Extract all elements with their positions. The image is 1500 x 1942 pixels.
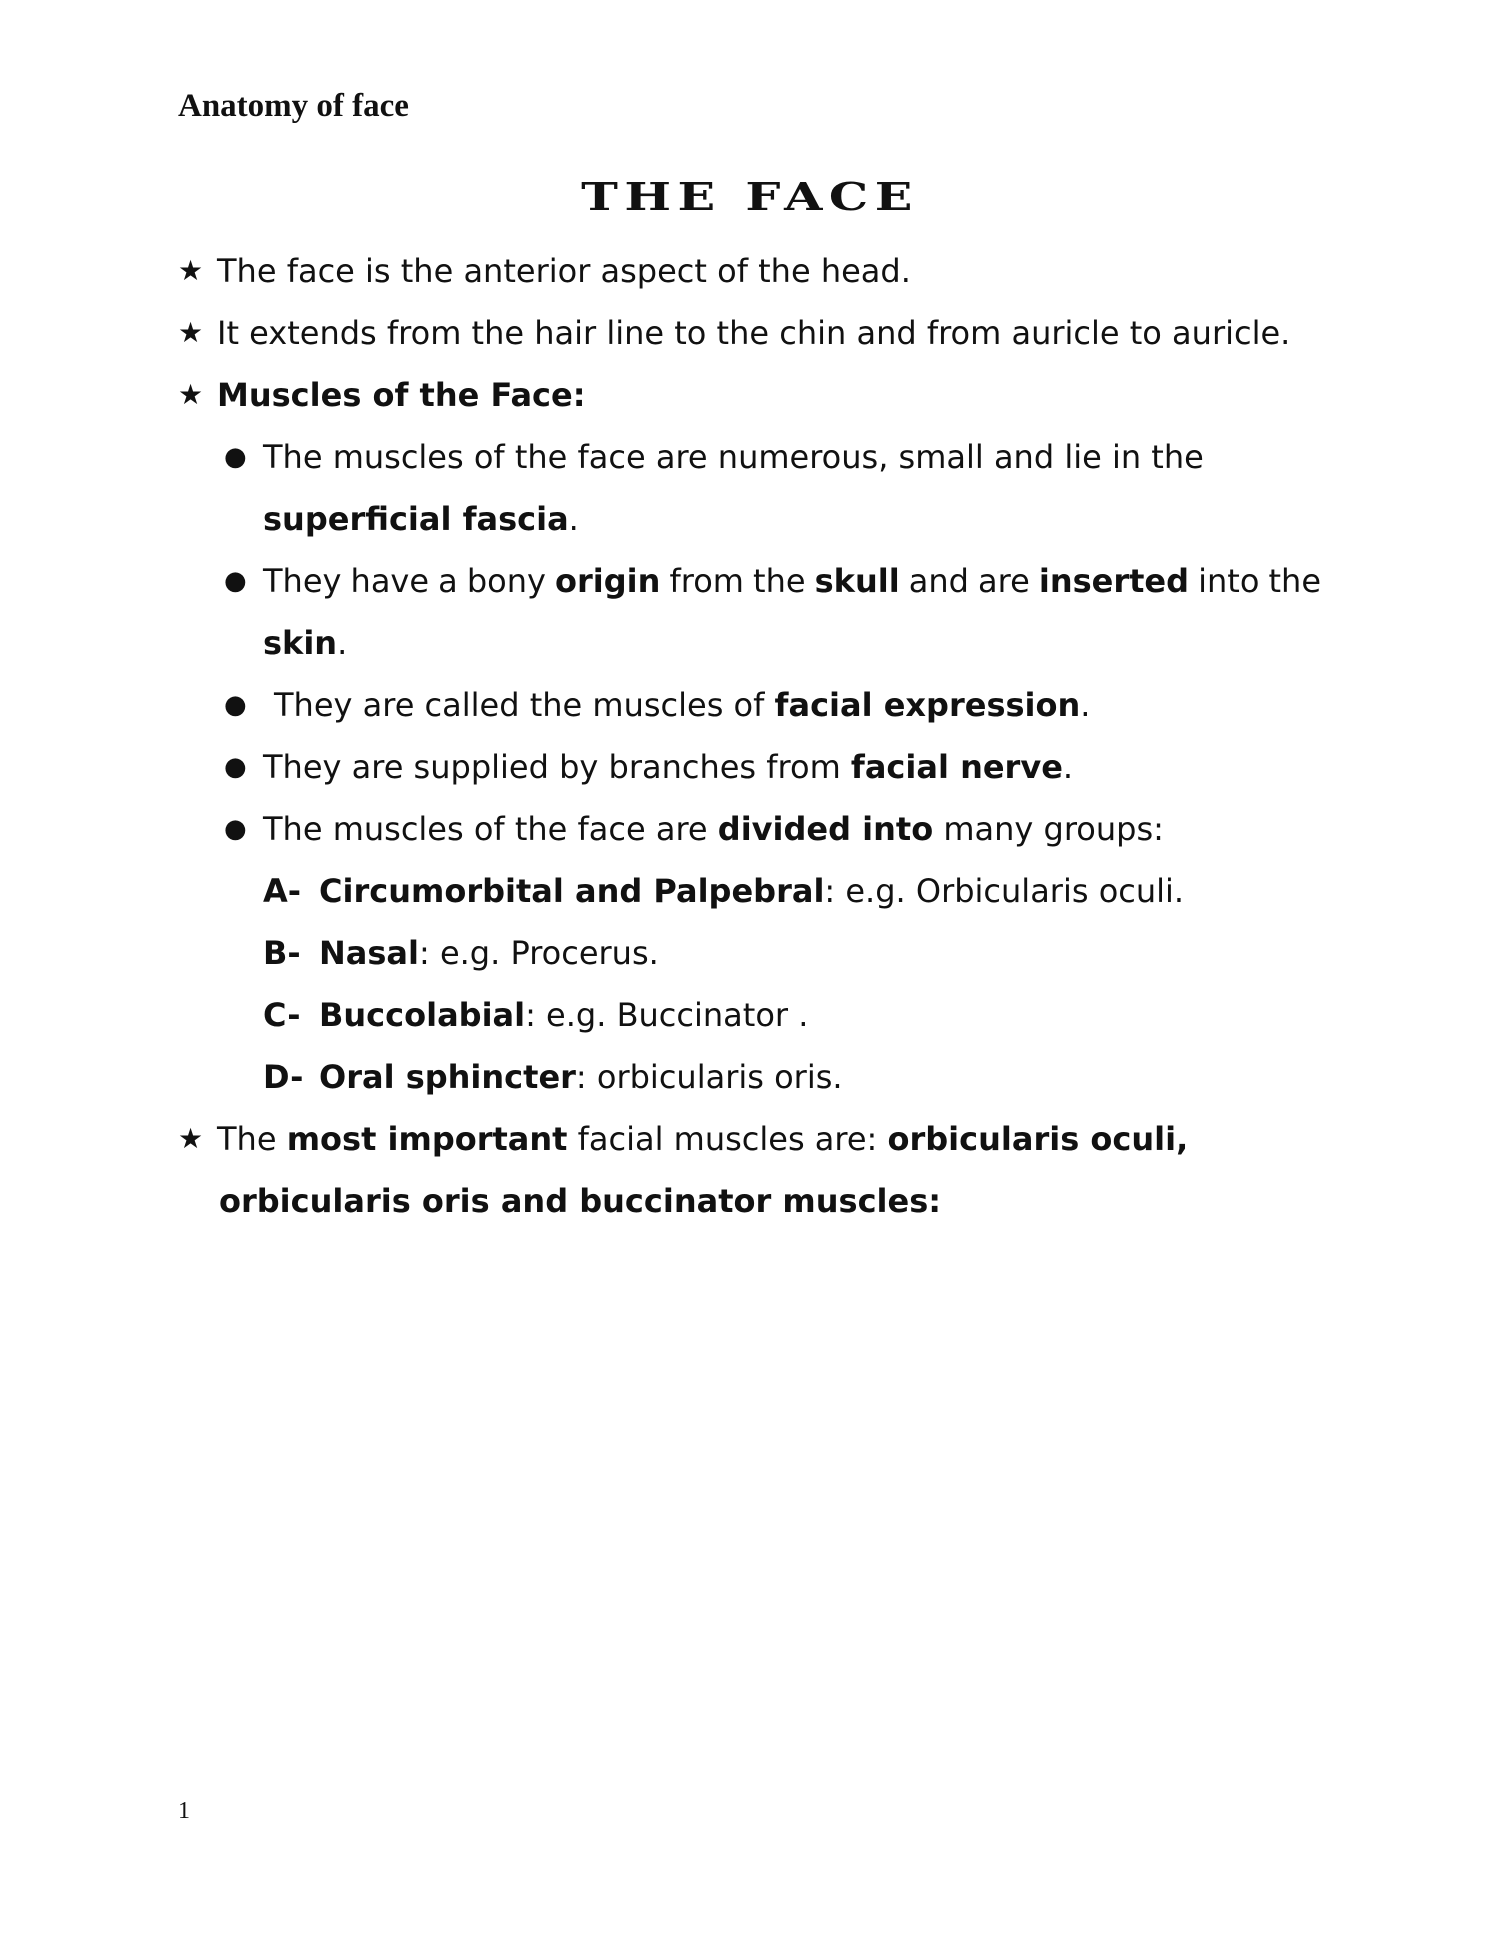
important-muscles-line-1: The most important facial muscles are: orbicularis oculi, <box>217 1120 1189 1158</box>
bullet-text-2: It extends from the hair line to the chin and from auricle to auricle. <box>217 314 1291 352</box>
bullet-text-1: The face is the anterior aspect of the head. <box>217 252 911 290</box>
sub-bullet-2-line-2: skin. <box>263 624 348 662</box>
bold-term: divided into <box>717 810 934 848</box>
document-header: Anatomy of face <box>178 88 409 124</box>
group-item-b: B- Nasal: e.g. Procerus. <box>263 934 659 972</box>
sub-bullet-2-line-1: They have a bony origin from the skull and are inserted into the <box>263 562 1321 600</box>
bullet-dot-icon: ● <box>224 690 247 720</box>
sub-bullet-1-line-2: superficial fascia. <box>263 500 579 538</box>
bullet-dot-icon: ● <box>224 566 247 596</box>
section-heading-muscles: Muscles of the Face: <box>217 376 586 414</box>
page-number: 1 <box>178 1798 190 1824</box>
bold-term: facial expression <box>774 686 1081 724</box>
sub-bullet-3: They are called the muscles of facial expression. <box>274 686 1091 724</box>
bold-term: superficial fascia <box>263 500 569 538</box>
bullet-dot-icon: ● <box>224 814 247 844</box>
star-icon: ★ <box>178 1122 204 1155</box>
sub-bullet-1-line-1: The muscles of the face are numerous, small and lie in the <box>263 438 1204 476</box>
star-icon: ★ <box>178 316 204 349</box>
star-icon: ★ <box>178 378 204 411</box>
bullet-dot-icon: ● <box>224 752 247 782</box>
sub-bullet-4: They are supplied by branches from facial nerve. <box>263 748 1074 786</box>
group-item-a: A- Circumorbital and Palpebral: e.g. Orbicularis oculi. <box>263 872 1185 910</box>
star-icon: ★ <box>178 254 204 287</box>
bold-term: inserted <box>1038 562 1190 600</box>
bold-term: skull <box>814 562 900 600</box>
bold-term: facial nerve <box>850 748 1063 786</box>
sub-bullet-5: The muscles of the face are divided into many groups: <box>263 810 1164 848</box>
bold-term: origin <box>555 562 661 600</box>
group-item-d: D- Oral sphincter: orbicularis oris. <box>263 1058 843 1096</box>
bullet-dot-icon: ● <box>224 442 247 472</box>
group-item-c: C- Buccolabial: e.g. Buccinator . <box>263 996 809 1034</box>
page-title: THE FACE <box>581 174 919 219</box>
bold-term: skin <box>263 624 338 662</box>
important-muscles-line-2: orbicularis oris and buccinator muscles: <box>219 1182 942 1220</box>
